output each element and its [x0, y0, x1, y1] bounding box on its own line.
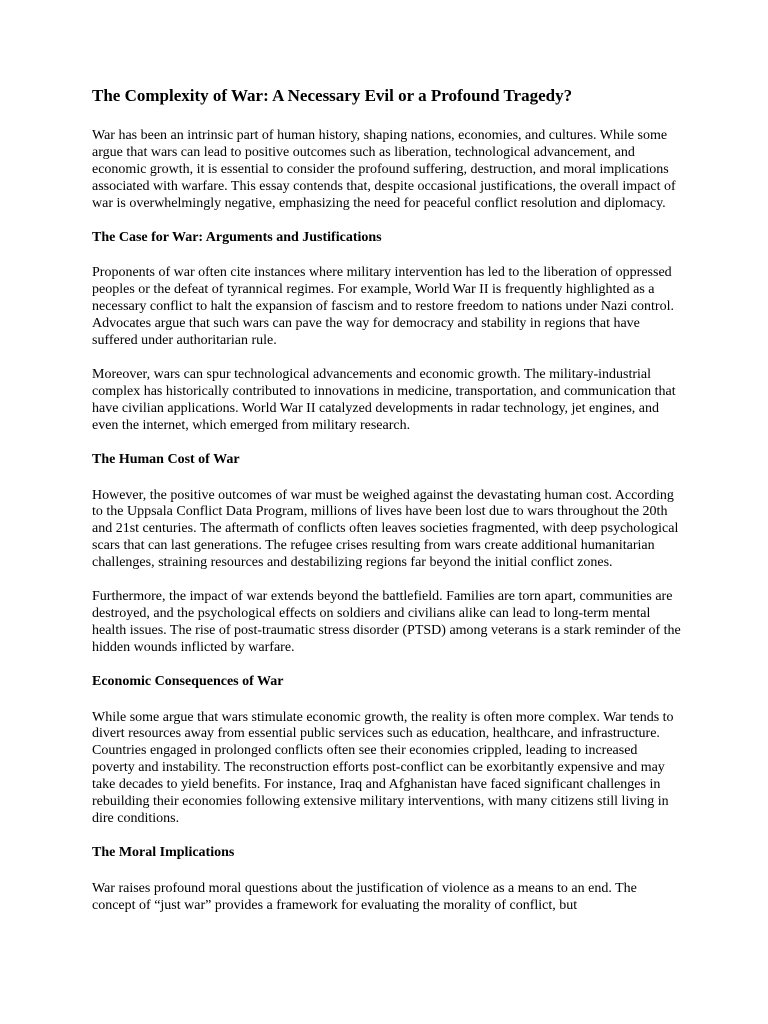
document-body — [92, 86, 682, 932]
case-for-war-paragraph-2: Moreover, wars can spur technological advancements and economic growth. The military-industrial complex has historically contributed to innovations in medicine, transportation, and communication that have civilian applications. World War II catalyzed developments in radar technology, jet engines, and even the internet, which emerged from military research. — [92, 366, 676, 433]
human-cost-paragraph-2: Furthermore, the impact of war extends beyond the battlefield. Families are torn apart, communities are destroyed, and the psychological effects on soldiers and civilians alike can lead to long-term mental health issues. The rise of post-traumatic stress disorder (PTSD) among veterans is a stark reminder of the hidden wounds inflicted by warfare. — [92, 589, 681, 655]
economic-consequences-paragraph-1: While some argue that wars stimulate economic growth, the reality is often more complex. War tends to divert resources away from essential public services such as education, healthcare, and infrastructure. Countries engaged in prolonged conflicts often see their economies crippled, leading to increased poverty and instability. The reconstruction efforts post-conflict can be exorbitantly expensive and may take decades to yield benefits. For instance, Iraq and Afghanistan have faced significant challenges in rebuilding their economies following extensive military interventions, with many citizens still living in dire conditions. — [92, 709, 674, 826]
section-heading-moral-implications: The Moral Implications — [92, 844, 235, 860]
human-cost-paragraph-1: However, the positive outcomes of war must be weighed against the devastating human cost. According to the Uppsala Conflict Data Program, millions of lives have been lost due to wars throughout the 20th and 21st centuries. The aftermath of conflicts often leaves societies fragmented, with deep psychological scars that can last generations. The refugee crises resulting from wars create additional humanitarian challenges, straining resources and destabilizing regions far beyond the initial conflict zones. — [92, 487, 679, 571]
section-heading-human-cost: The Human Cost of War — [92, 451, 240, 467]
section-heading-case-for-war: The Case for War: Arguments and Justifications — [92, 229, 382, 245]
section-heading-economic-consequences: Economic Consequences of War — [92, 673, 284, 689]
intro-paragraph: War has been an intrinsic part of human history, shaping nations, economies, and cultures. While some argue that wars can lead to positive outcomes such as liberation, technological advancement, and economic growth, it is essential to consider the profound suffering, destruction, and moral implications associated with warfare. This essay contends that, despite occasional justifications, the overall impact of war is overwhelmingly negative, emphasizing the need for peaceful conflict resolution and diplomacy. — [92, 128, 676, 211]
essay-title: The Complexity of War: A Necessary Evil or a Profound Tragedy? — [92, 86, 573, 105]
moral-implications-paragraph-1: War raises profound moral questions about the justification of violence as a means to an end. The concept of “just war” provides a framework for evaluating the morality of conflict, but — [92, 880, 637, 913]
case-for-war-paragraph-1: Proponents of war often cite instances where military intervention has led to the liberation of oppressed peoples or the defeat of tyrannical regimes. For example, World War II is frequently highlighted as a necessary conflict to halt the expansion of fascism and to restore freedom to nations under Nazi control. Advocates argue that such wars can pave the way for democracy and stability in regions that have suffered under authoritarian rule. — [92, 265, 674, 349]
